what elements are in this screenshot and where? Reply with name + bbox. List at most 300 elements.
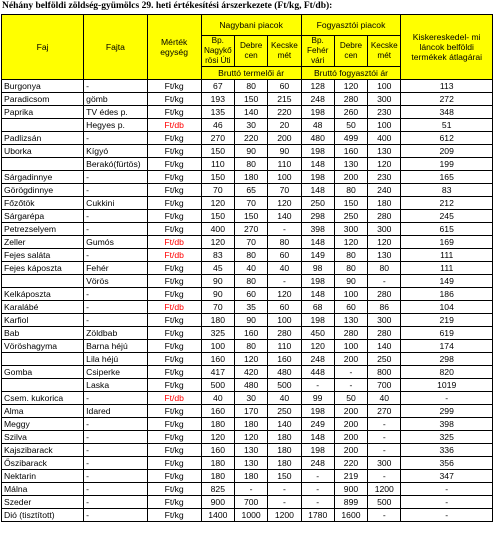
cell-price: 148 [301, 236, 334, 249]
cell-price: 198 [301, 444, 334, 457]
cell-price: 820 [401, 366, 493, 379]
cell-price: 480 [268, 366, 301, 379]
cell-price: 160 [334, 145, 367, 158]
cell-price: 180 [268, 457, 301, 470]
cell-faj: Gomba [2, 366, 84, 379]
cell-faj: Alma [2, 405, 84, 418]
cell-unit: Ft/kg [147, 106, 201, 119]
cell-price: 100 [334, 288, 367, 301]
cell-unit: Ft/kg [147, 275, 201, 288]
cell-price: 150 [234, 210, 267, 223]
cell-price: 245 [401, 210, 493, 223]
cell-price: 100 [368, 80, 401, 93]
cell-price: 120 [234, 353, 267, 366]
cell-price: 80 [334, 262, 367, 275]
cell-price: 612 [401, 132, 493, 145]
cell-price: 240 [368, 184, 401, 197]
cell-price: 80 [334, 249, 367, 262]
cell-fajta: - [84, 483, 147, 496]
cell-price: 180 [201, 418, 234, 431]
table-row [2, 457, 493, 470]
table-row [2, 418, 493, 431]
cell-price: 248 [301, 353, 334, 366]
cell-price: 260 [334, 106, 367, 119]
cell-price: 40 [201, 392, 234, 405]
cell-price: 500 [368, 496, 401, 509]
cell-price: 150 [268, 470, 301, 483]
cell-price: 90 [234, 145, 267, 158]
cell-price: 90 [201, 275, 234, 288]
cell-price: 336 [401, 444, 493, 457]
cell-unit: Ft/kg [147, 444, 201, 457]
cell-unit: Ft/kg [147, 288, 201, 301]
cell-faj: Zeller [2, 236, 84, 249]
cell-price: 130 [368, 145, 401, 158]
cell-unit: Ft/db [147, 301, 201, 314]
table-row [2, 210, 493, 223]
cell-fajta: Berakó(fürtös) [84, 158, 147, 171]
cell-price: 113 [401, 80, 493, 93]
cell-unit: Ft/kg [147, 457, 201, 470]
cell-price: 825 [201, 483, 234, 496]
cell-faj: Görögdinnye [2, 184, 84, 197]
table-row [2, 496, 493, 509]
cell-price: 200 [334, 418, 367, 431]
cell-price: 60 [234, 288, 267, 301]
cell-faj: Kajszibarack [2, 444, 84, 457]
cell-price: 248 [301, 457, 334, 470]
cell-price: 180 [368, 197, 401, 210]
cell-price: 200 [334, 353, 367, 366]
header-debrecen-1: Debre cen [234, 36, 267, 67]
cell-price: 70 [268, 184, 301, 197]
table-row [2, 366, 493, 379]
cell-price: - [401, 392, 493, 405]
cell-price: 50 [334, 392, 367, 405]
cell-unit: Ft/kg [147, 132, 201, 145]
cell-price: 250 [334, 210, 367, 223]
cell-price: 140 [234, 106, 267, 119]
cell-price: 299 [401, 405, 493, 418]
cell-faj: Padlizsán [2, 132, 84, 145]
table-row [2, 93, 493, 106]
cell-fajta: - [84, 223, 147, 236]
table-row [2, 301, 493, 314]
table-row [2, 184, 493, 197]
cell-faj: Meggy [2, 418, 84, 431]
cell-price: 65 [234, 184, 267, 197]
cell-unit: Ft/kg [147, 80, 201, 93]
cell-price: 270 [201, 132, 234, 145]
cell-price: - [368, 275, 401, 288]
cell-unit: Ft/kg [147, 470, 201, 483]
cell-price: 160 [201, 353, 234, 366]
cell-price: 130 [334, 158, 367, 171]
cell-price: 83 [201, 249, 234, 262]
cell-fajta: Idared [84, 405, 147, 418]
cell-price: 68 [301, 301, 334, 314]
cell-price: 1200 [268, 509, 301, 522]
cell-price: 180 [234, 171, 267, 184]
cell-price: 90 [234, 314, 267, 327]
cell-price: 480 [234, 379, 267, 392]
cell-price: 250 [268, 405, 301, 418]
cell-price: 174 [401, 340, 493, 353]
cell-unit: Ft/kg [147, 496, 201, 509]
cell-price: 250 [301, 197, 334, 210]
cell-price: 398 [301, 223, 334, 236]
table-row [2, 249, 493, 262]
cell-price: - [301, 483, 334, 496]
cell-price: 356 [401, 457, 493, 470]
cell-price: 100 [368, 119, 401, 132]
cell-price: 186 [401, 288, 493, 301]
cell-price: 169 [401, 236, 493, 249]
cell-price: 120 [234, 431, 267, 444]
cell-price: 40 [368, 392, 401, 405]
cell-price: 60 [334, 301, 367, 314]
cell-fajta: - [84, 171, 147, 184]
cell-faj: Őszibarack [2, 457, 84, 470]
cell-unit: Ft/kg [147, 171, 201, 184]
cell-price: 298 [301, 210, 334, 223]
table-row [2, 431, 493, 444]
table-row [2, 509, 493, 522]
cell-price: 140 [268, 210, 301, 223]
cell-price: 450 [301, 327, 334, 340]
cell-fajta: Barna héjú [84, 340, 147, 353]
cell-price: 120 [334, 236, 367, 249]
cell-price: 110 [201, 158, 234, 171]
cell-unit: Ft/kg [147, 93, 201, 106]
cell-price: 80 [268, 236, 301, 249]
cell-price: - [368, 418, 401, 431]
cell-unit: Ft/kg [147, 366, 201, 379]
cell-price: 80 [368, 262, 401, 275]
cell-faj: Kelkáposzta [2, 288, 84, 301]
cell-price: 180 [201, 314, 234, 327]
cell-price: 120 [268, 197, 301, 210]
cell-price: 80 [234, 275, 267, 288]
table-row [2, 80, 493, 93]
cell-price: 111 [401, 262, 493, 275]
table-row [2, 470, 493, 483]
cell-price: 1600 [334, 509, 367, 522]
cell-faj: Sárgarépa [2, 210, 84, 223]
cell-unit: Ft/kg [147, 197, 201, 210]
cell-faj: Paprika [2, 106, 84, 119]
cell-price: 160 [234, 327, 267, 340]
cell-price: 130 [234, 457, 267, 470]
cell-fajta: - [84, 184, 147, 197]
cell-price: 198 [301, 145, 334, 158]
cell-price: 150 [334, 197, 367, 210]
header-fajta: Fajta [84, 15, 147, 80]
cell-price: 160 [268, 353, 301, 366]
table-row [2, 327, 493, 340]
cell-faj: Főzőtök [2, 197, 84, 210]
cell-fajta: - [84, 418, 147, 431]
cell-price: 120 [201, 197, 234, 210]
cell-fajta: - [84, 80, 147, 93]
cell-price: 20 [268, 119, 301, 132]
cell-price: - [401, 496, 493, 509]
cell-price: 200 [334, 444, 367, 457]
cell-price: 199 [401, 158, 493, 171]
cell-price: - [368, 470, 401, 483]
cell-price: 98 [301, 262, 334, 275]
table-row [2, 119, 493, 132]
cell-price: 198 [301, 275, 334, 288]
table-row [2, 197, 493, 210]
cell-price: 150 [201, 210, 234, 223]
cell-price: 500 [201, 379, 234, 392]
cell-unit: Ft/kg [147, 431, 201, 444]
cell-fajta: gömb [84, 93, 147, 106]
cell-price: 212 [401, 197, 493, 210]
cell-price: 130 [368, 249, 401, 262]
cell-price: 619 [401, 327, 493, 340]
cell-faj: Szilva [2, 431, 84, 444]
cell-price: 160 [201, 444, 234, 457]
cell-unit: Ft/kg [147, 145, 201, 158]
cell-unit: Ft/kg [147, 210, 201, 223]
cell-price: 180 [234, 470, 267, 483]
cell-price: 99 [301, 392, 334, 405]
cell-unit: Ft/kg [147, 184, 201, 197]
cell-price: 100 [268, 314, 301, 327]
cell-price: - [334, 366, 367, 379]
cell-price: 400 [201, 223, 234, 236]
cell-price: 249 [301, 418, 334, 431]
cell-price: 110 [268, 340, 301, 353]
cell-price: 1000 [234, 509, 267, 522]
cell-price: 35 [234, 301, 267, 314]
cell-unit: Ft/kg [147, 418, 201, 431]
cell-price: 899 [334, 496, 367, 509]
cell-price: 300 [368, 457, 401, 470]
cell-fajta: Zöldbab [84, 327, 147, 340]
table-row [2, 171, 493, 184]
cell-price: 40 [268, 392, 301, 405]
cell-price: 298 [401, 353, 493, 366]
cell-price: 200 [268, 132, 301, 145]
cell-price: 86 [368, 301, 401, 314]
cell-faj: Málna [2, 483, 84, 496]
cell-price: 120 [201, 431, 234, 444]
cell-fajta: - [84, 132, 147, 145]
cell-price: 60 [268, 80, 301, 93]
cell-price: 70 [234, 236, 267, 249]
cell-unit: Ft/db [147, 119, 201, 132]
cell-price: 180 [201, 470, 234, 483]
cell-price: 700 [234, 496, 267, 509]
table-row [2, 275, 493, 288]
cell-unit: Ft/kg [147, 353, 201, 366]
cell-price: 140 [268, 418, 301, 431]
cell-price: 46 [201, 119, 234, 132]
cell-price: 90 [268, 145, 301, 158]
cell-faj: Vöröshagyma [2, 340, 84, 353]
cell-unit: Ft/db [147, 236, 201, 249]
cell-price: - [301, 379, 334, 392]
cell-price: 70 [234, 197, 267, 210]
cell-fajta: - [84, 249, 147, 262]
cell-unit: Ft/kg [147, 340, 201, 353]
cell-price: 280 [368, 327, 401, 340]
cell-price: 500 [268, 379, 301, 392]
cell-unit: Ft/kg [147, 483, 201, 496]
cell-price: 148 [301, 184, 334, 197]
cell-fajta: - [84, 210, 147, 223]
cell-price: 40 [268, 262, 301, 275]
table-row [2, 145, 493, 158]
cell-faj: Karalábé [2, 301, 84, 314]
cell-faj: Uborka [2, 145, 84, 158]
cell-price: 120 [334, 80, 367, 93]
cell-price: 420 [234, 366, 267, 379]
cell-price: 135 [201, 106, 234, 119]
table-row [2, 288, 493, 301]
cell-price: 230 [368, 106, 401, 119]
cell-price: 219 [334, 470, 367, 483]
cell-price: 111 [401, 249, 493, 262]
table-row [2, 483, 493, 496]
cell-price: - [334, 379, 367, 392]
cell-fajta: - [84, 470, 147, 483]
cell-price: 499 [334, 132, 367, 145]
cell-price: 149 [401, 275, 493, 288]
cell-price: 170 [234, 405, 267, 418]
cell-price: 220 [268, 106, 301, 119]
cell-faj: Szeder [2, 496, 84, 509]
cell-price: 280 [334, 327, 367, 340]
cell-faj [2, 379, 84, 392]
cell-unit: Ft/kg [147, 327, 201, 340]
cell-fajta: - [84, 314, 147, 327]
cell-fajta: TV édes p. [84, 106, 147, 119]
cell-price: 180 [201, 457, 234, 470]
cell-faj: Fejes saláta [2, 249, 84, 262]
cell-price: 120 [301, 340, 334, 353]
cell-price: 700 [368, 379, 401, 392]
cell-price: 270 [368, 405, 401, 418]
cell-price: 200 [334, 431, 367, 444]
cell-price: 198 [301, 405, 334, 418]
cell-price: 270 [234, 223, 267, 236]
header-bp-nagykorosi: Bp. Nagykő rösi Úti [201, 36, 234, 67]
cell-fajta: - [84, 509, 147, 522]
header-fogyaszto: Fogyasztói piacok [301, 15, 401, 36]
cell-faj: Sárgadinnye [2, 171, 84, 184]
cell-fajta: - [84, 457, 147, 470]
cell-price: 100 [201, 340, 234, 353]
cell-price: 150 [234, 93, 267, 106]
cell-fajta: - [84, 444, 147, 457]
cell-faj: Fejes káposzta [2, 262, 84, 275]
cell-fajta: Lila héjú [84, 353, 147, 366]
cell-price: 198 [301, 314, 334, 327]
cell-price: 120 [201, 236, 234, 249]
cell-faj: Karfiol [2, 314, 84, 327]
cell-price: 417 [201, 366, 234, 379]
cell-price: 30 [234, 392, 267, 405]
cell-price: 180 [268, 431, 301, 444]
cell-price: 300 [368, 93, 401, 106]
cell-price: 80 [334, 184, 367, 197]
cell-price: - [301, 496, 334, 509]
cell-faj [2, 158, 84, 171]
cell-price: 90 [201, 288, 234, 301]
table-row [2, 132, 493, 145]
cell-faj [2, 119, 84, 132]
cell-price: 50 [334, 119, 367, 132]
cell-price: 1780 [301, 509, 334, 522]
cell-price: 110 [268, 158, 301, 171]
cell-fajta: - [84, 301, 147, 314]
cell-price: 180 [234, 418, 267, 431]
cell-price: 180 [268, 444, 301, 457]
cell-price: 70 [201, 301, 234, 314]
table-row [2, 353, 493, 366]
cell-price: 300 [368, 314, 401, 327]
cell-price: 120 [368, 236, 401, 249]
cell-unit: Ft/kg [147, 509, 201, 522]
cell-price: 219 [401, 314, 493, 327]
cell-unit: Ft/db [147, 249, 201, 262]
cell-price: 1400 [201, 509, 234, 522]
cell-price: - [268, 483, 301, 496]
cell-unit: Ft/db [147, 392, 201, 405]
table-row [2, 262, 493, 275]
table-row [2, 106, 493, 119]
cell-price: 149 [301, 249, 334, 262]
cell-price: 280 [368, 210, 401, 223]
cell-price: 80 [234, 158, 267, 171]
cell-fajta: - [84, 431, 147, 444]
cell-price: 280 [368, 288, 401, 301]
table-row [2, 379, 493, 392]
cell-unit: Ft/kg [147, 223, 201, 236]
cell-price: 215 [268, 93, 301, 106]
cell-fajta: - [84, 496, 147, 509]
cell-price: 272 [401, 93, 493, 106]
cell-price: 40 [234, 262, 267, 275]
header-nagybani: Nagybani piacok [201, 15, 301, 36]
page-title: Néhány belföldi zöldség-gyümölcs 29. heti értékesítési árszerkezete (Ft/kg, Ft/db): [2, 1, 333, 11]
cell-price: 130 [234, 444, 267, 457]
cell-price: 104 [401, 301, 493, 314]
cell-price: 248 [301, 93, 334, 106]
cell-price: 48 [301, 119, 334, 132]
table-row [2, 392, 493, 405]
cell-price: 100 [268, 171, 301, 184]
cell-price: - [401, 509, 493, 522]
cell-price: - [368, 509, 401, 522]
cell-fajta: Vörös [84, 275, 147, 288]
cell-price: 30 [234, 119, 267, 132]
cell-price: 900 [334, 483, 367, 496]
cell-fajta: - [84, 288, 147, 301]
cell-price: 120 [368, 158, 401, 171]
cell-price: 400 [368, 132, 401, 145]
cell-unit: Ft/kg [147, 314, 201, 327]
table-row [2, 236, 493, 249]
cell-price: 130 [334, 314, 367, 327]
cell-price: 80 [234, 249, 267, 262]
cell-price: 165 [401, 171, 493, 184]
cell-price: 209 [401, 145, 493, 158]
